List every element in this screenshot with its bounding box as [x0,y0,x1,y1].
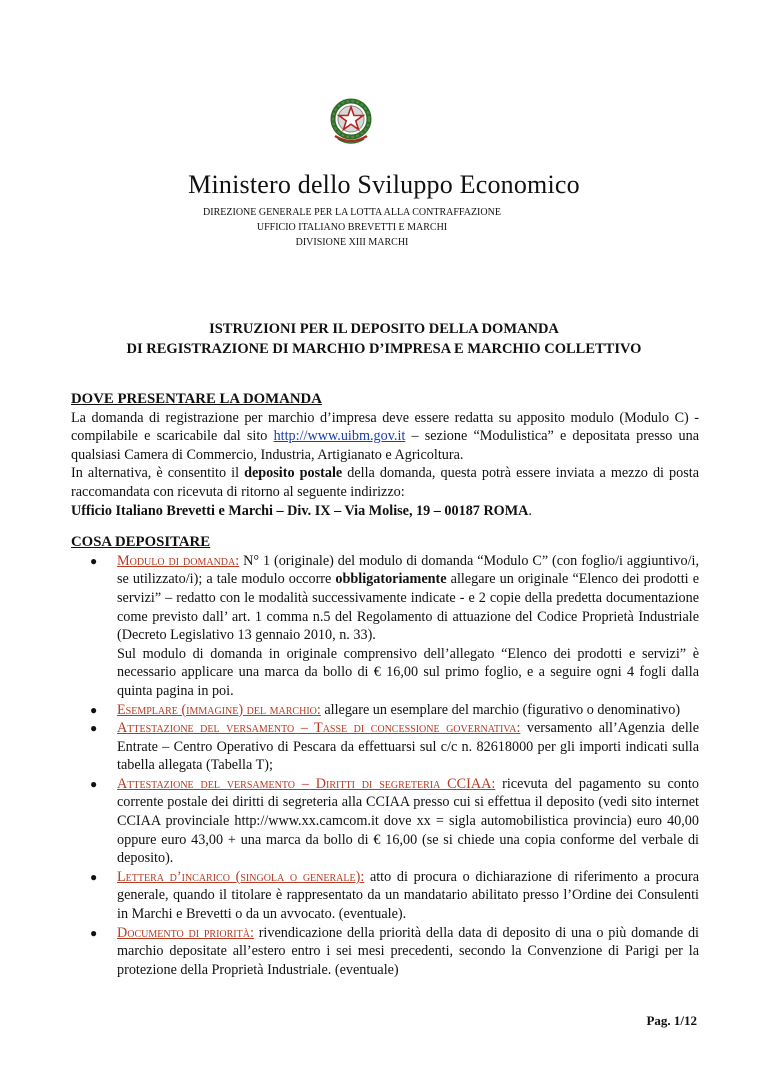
list-item [90,868,699,924]
list-item [90,924,699,980]
uibm-website-link[interactable]: http://www.uibm.gov.it [273,428,406,445]
item-text: allegare un esemplare del marchio (figurativo o denominativo) [320,701,681,718]
paragraph-text: della domanda, questa potrà essere inviata a mezzo di posta raccomandata con ricevuta di ritorno al seguente indirizzo: [71,465,699,500]
item-text: allegare un originale “Elenco dei prodotti e servizi” – redatto con le modalità successivamente indicate - e 2 copie della predetta documentazione come previsto dall’ art. 1 comma n.5 del Regolamento di attuazione del Codice Proprietà Industriale (Decreto Legislativo 13 gennaio 2010, n. 33). [117,571,699,644]
paragraph-module [71,409,699,465]
item-label: Modulo di domanda: [117,552,240,569]
department-lines [0,205,704,250]
bullet-icon: ● [90,553,98,568]
address-period: . [528,502,532,519]
item-emphasis: obbligatoriamente [335,571,447,588]
department-line-3: DIVISIONE XIII MARCHI [295,237,409,248]
deposit-items-list [71,552,699,980]
list-item [90,775,699,868]
item-text: ricevuta del pagamento su conto corrente postale dei diritti di segreteria alla CCIAA presso cui si effettua il deposito (vedi sito internet CCIAA provinciale http://www.xx.camcom.it dove xx = sigla automobilistica provincia) euro 40,00 oppure euro 43,00 + una marca da bollo di € 16,00 (se si chiede una copia conforme del verbale di deposito). [117,775,699,867]
item-label: Attestazione del versamento – Tasse di concessione governativa: [117,720,521,737]
item-text: atto di procura o dichiarazione di riferimento a procura generale, quando il titolare è rappresentato da un mandatario abilitato presso l’Ordine dei Consulenti in Marchi e Brevetti o da un avvocato. (eventuale). [117,868,699,923]
bullet-icon: ● [90,776,98,791]
address-text: Ufficio Italiano Brevetti e Marchi – Div. IX – Via Molise, 19 – 00187 ROMA [71,502,529,519]
item-text: rivendicazione della priorità della data di deposito di una o più domande di marchio depositate all’estero entro i sei mesi precedenti, secondo la Convenzione di Parigi per la protezione della Proprietà Industriale. (eventuale) [117,924,699,978]
list-item [90,701,699,720]
item-label: Documento di priorità: [117,924,254,941]
list-item [90,719,699,775]
paragraph-text: In alternativa, è consentito il [71,465,245,482]
bullet-icon: ● [90,721,98,736]
ministry-name: Ministero dello Sviluppo Economico [188,170,580,199]
italian-republic-emblem-icon [326,96,376,148]
document-title [0,319,768,359]
paragraph-text: La domanda di registrazione per marchio d’impresa deve essere redatta su apposito modulo (Modulo C) - compilabile e scaricabile dal sito [71,409,699,445]
paragraph-text: – sezione “Modulistica” e depositata presso una qualsiasi Camera di Commercio, Industria, Artigianato e Agricoltura. [71,428,700,463]
title-line-2: DI REGISTRAZIONE DI MARCHIO D’IMPRESA E MARCHIO COLLETTIVO [126,341,642,357]
bullet-icon: ● [90,869,98,884]
item-label: Attestazione del versamento – Diritti di segreteria CCIAA: [117,775,496,792]
paragraph-postal [71,464,699,501]
item-text: N° 1 (originale) del modulo di domanda “Modulo C” (con foglio/i aggiuntivo/i, se utilizzato/i); a tale modulo occorre [117,552,700,588]
item-text: versamento all’Agenzia delle Entrate – Centro Operativo di Pescara da effettuarsi sul c/c n. 82618000 per gli importi indicati sulla tabella allegata (Tabella T); [117,720,699,774]
page-number: Pag. 1/12 [646,1013,697,1028]
item-label: Lettera d’incarico (singola o generale): [117,868,365,885]
document-body [71,390,699,979]
postal-address [71,502,699,521]
item-subparagraph: Sul modulo di domanda in originale comprensivo dell’allegato “Elenco dei prodotti e servizi” è necessario applicare una marca da bollo di € 16,00 sul primo foglio, e a seguire ogni 4 fogli dalla quinta pagina in poi. [117,645,699,699]
postal-deposit-emphasis: deposito postale [244,465,343,482]
item-label: Esemplare (immagine) del marchio: [117,701,321,718]
bullet-icon: ● [90,702,98,717]
section-heading-where: DOVE PRESENTARE LA DOMANDA [71,391,322,407]
department-line-1: DIREZIONE GENERALE PER LA LOTTA ALLA CONTRAFFAZIONE [203,207,501,218]
bullet-icon: ● [90,925,98,940]
list-item [90,552,700,701]
department-line-2: UFFICIO ITALIANO BREVETTI E MARCHI [256,222,448,233]
section-heading-what: COSA DEPOSITARE [71,534,211,551]
title-line-1: ISTRUZIONI PER IL DEPOSITO DELLA DOMANDA [209,321,559,337]
